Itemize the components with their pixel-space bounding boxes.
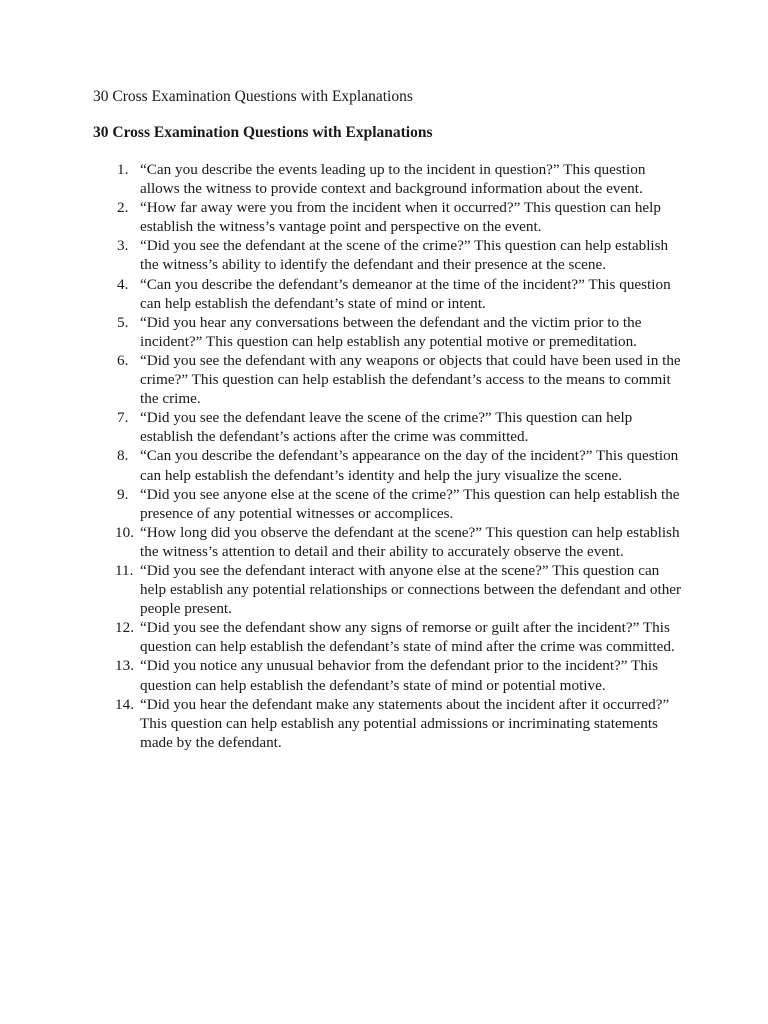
list-item [93, 485, 683, 523]
list-item-number: 10. [115, 523, 134, 541]
list-item [93, 236, 683, 274]
document-heading: 30 Cross Examination Questions with Explanations [93, 124, 433, 141]
list-item-number: 12. [115, 619, 134, 637]
list-item-text: “How long did you observe the defendant at the scene?” This question can help establish the witness’s attention to detail and their ability to accurately observe the event. [140, 523, 680, 560]
list-item-number: 11. [115, 561, 134, 579]
list-item-text: “Did you see the defendant show any signs of remorse or guilt after the incident?” This question can help establish the defendant’s state of mind after the crime was committed. [140, 619, 675, 656]
list-item-text: “Can you describe the defendant’s demeanor at the time of the incident?” This question can help establish the defendant’s state of mind or intent. [140, 275, 671, 312]
list-item [93, 313, 683, 351]
list-item [93, 351, 683, 408]
list-item-text: “Did you see the defendant with any weapons or objects that could have been used in the crime?” This question can help establish the defendant’s access to the means to commit the crime. [140, 351, 681, 408]
list-item-number: 14. [115, 695, 134, 713]
list-item-number: 13. [115, 657, 134, 675]
list-item [93, 561, 683, 618]
list-item-number: 4. [117, 275, 129, 293]
list-item-number: 3. [117, 237, 129, 255]
list-item-number: 6. [117, 351, 129, 369]
list-item [93, 160, 683, 198]
list-item-number: 9. [117, 485, 129, 503]
list-item [93, 618, 683, 656]
document-title: 30 Cross Examination Questions with Explanations [93, 88, 413, 105]
list-item-text: “Did you notice any unusual behavior from the defendant prior to the incident?” This question can help establish the defendant’s state of mind or potential motive. [140, 657, 659, 694]
list-item-text: “Did you hear any conversations between the defendant and the victim prior to the incident?” This question can help establish any potential motive or premeditation. [140, 313, 642, 350]
list-item [93, 446, 683, 484]
list-item-text: “Can you describe the events leading up to the incident in question?” This question allows the witness to provide context and background information about the event. [140, 161, 646, 198]
list-item [93, 523, 683, 561]
questions-list [93, 160, 683, 752]
list-item [93, 408, 683, 446]
list-item-number: 8. [117, 447, 129, 465]
list-item [93, 695, 683, 752]
list-item-text: “How far away were you from the incident when it occurred?” This question can help establish the witness’s vantage point and perspective on the event. [140, 199, 661, 236]
list-item [93, 275, 683, 313]
list-item-number: 7. [117, 409, 129, 427]
list-item-text: “Can you describe the defendant’s appearance on the day of the incident?” This question can help establish the defendant’s identity and help the jury visualize the scene. [140, 447, 679, 484]
list-item-text: “Did you see the defendant at the scene of the crime?” This question can help establish the witness’s ability to identify the defendant and their presence at the scene. [140, 237, 669, 274]
list-item-number: 2. [117, 199, 129, 217]
list-item-text: “Did you hear the defendant make any statements about the incident after it occurred?” This question can help establish any potential admissions or incriminating statements made by the defendant. [140, 695, 670, 751]
list-item-text: “Did you see the defendant leave the scene of the crime?” This question can help establish the defendant’s actions after the crime was committed. [140, 409, 633, 446]
list-item [93, 198, 683, 236]
list-item-number: 1. [117, 161, 129, 178]
list-item-text: “Did you see anyone else at the scene of the crime?” This question can help establish the presence of any potential witnesses or accomplices. [140, 485, 680, 522]
list-item [93, 656, 683, 694]
list-item-text: “Did you see the defendant interact with anyone else at the scene?” This question can help establish any potential relationships or connections between the defendant and other people present. [140, 561, 682, 618]
list-item-number: 5. [117, 313, 129, 331]
